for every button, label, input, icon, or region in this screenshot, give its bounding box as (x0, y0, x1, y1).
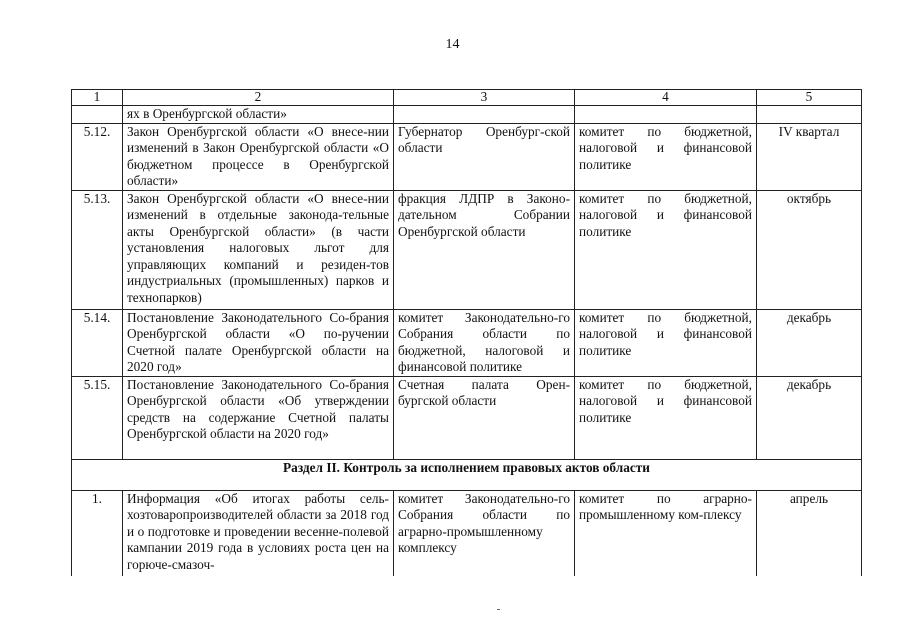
row-title: Постановление Законодательного Со-брания Оренбургской области «Об утверждении средств на содержание Счетной палаты Оренбургской области на 2020 год» (123, 376, 394, 459)
table-row (72, 123, 862, 190)
column-header-2: 2 (123, 90, 394, 106)
plan-table (71, 89, 862, 576)
row-initiator: Губернатор Оренбург-ской области (394, 123, 575, 190)
row-responsible: комитет по бюджетной, налоговой и финансовой политике (575, 376, 757, 459)
row-initiator: комитет Законодательно-го Собрания области по аграрно-промышленному комплексу (394, 490, 575, 576)
row-title: Постановление Законодательного Со-брания Оренбургской области «О по-ручении Счетной палате Оренбургской области на 2020 год» (123, 309, 394, 376)
row-number: 5.15. (72, 376, 123, 459)
row-term: декабрь (757, 376, 862, 459)
table-row (72, 490, 862, 576)
row-term: апрель (757, 490, 862, 576)
row-title: Информация «Об итогах работы сель-хозтоваропроизводителей области за 2018 год и о подготовке и проведении весенне-полевой кампании 2019 года в условиях роста цен на горюче-смазоч- (123, 490, 394, 576)
row-responsible: комитет по бюджетной, налоговой и финансовой политике (575, 309, 757, 376)
continuation-row (72, 106, 862, 124)
section-row (72, 459, 862, 490)
table-row (72, 309, 862, 376)
row-responsible: комитет по аграрно-промышленному ком-плексу (575, 490, 757, 576)
row-initiator: фракция ЛДПР в Законо-дательном Собрании Оренбургской области (394, 190, 575, 309)
row-number: 5.12. (72, 123, 123, 190)
row-term: октябрь (757, 190, 862, 309)
header-row (72, 90, 862, 106)
table-row (72, 190, 862, 309)
row-responsible: комитет по бюджетной, налоговой и финансовой политике (575, 190, 757, 309)
column-header-4: 4 (575, 90, 757, 106)
section-title: Раздел II. Контроль за исполнением правовых актов области (72, 459, 862, 490)
row-number: 1. (72, 490, 123, 576)
scan-speck (497, 609, 500, 610)
column-header-5: 5 (757, 90, 862, 106)
column-header-1: 1 (72, 90, 123, 106)
row-initiator: комитет Законодательно-го Собрания области по бюджетной, налоговой и финансовой политике (394, 309, 575, 376)
row-number: 5.14. (72, 309, 123, 376)
column-header-3: 3 (394, 90, 575, 106)
row-term: IV квартал (757, 123, 862, 190)
page-number: 14 (445, 37, 460, 52)
table-row (72, 376, 862, 459)
continuation-text: ях в Оренбургской области» (123, 106, 394, 124)
row-initiator: Счетная палата Орен-бургской области (394, 376, 575, 459)
row-number: 5.13. (72, 190, 123, 309)
row-title: Закон Оренбургской области «О внесе-нии изменений в отдельные законода-тельные акты Оренбургской области» (в части установления налоговых льгот для управляющих компаний и резиден-тов индустриальных (промышленных) парков и технопарков) (123, 190, 394, 309)
row-title: Закон Оренбургской области «О внесе-нии изменений в Закон Оренбургской области «О бюджетном процессе в Оренбургской области» (123, 123, 394, 190)
row-term: декабрь (757, 309, 862, 376)
row-responsible: комитет по бюджетной, налоговой и финансовой политике (575, 123, 757, 190)
